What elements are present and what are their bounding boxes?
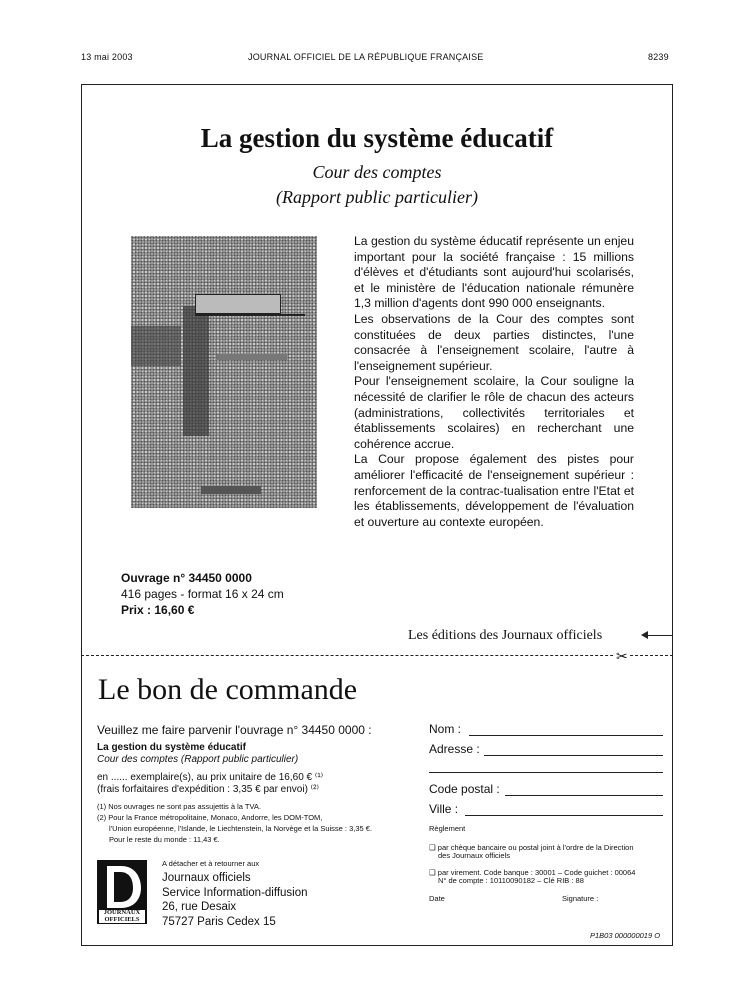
order-heading: Le bon de commande: [98, 673, 358, 706]
ouvrage-pages: 416 pages - format 16 x 24 cm: [121, 587, 284, 601]
description-paragraph: La Cour propose également des pistes pour améliorer l'efficacité de l'enseignement supérieur : renforcement de la contrac-tualisation entre l'Etat et les établissements, développement de l'évaluation et ouverture au contexte européen.: [354, 452, 634, 529]
description: [354, 234, 634, 530]
page-title: La gestion du système éducatif: [200, 123, 554, 153]
footnote-2-cont: l'Union européenne, l'Islande, le Liechtenstein, la Norvège et la Suisse : 3,35 €.: [109, 824, 373, 833]
scissors-icon: ✂: [616, 648, 628, 664]
order-book-title: La gestion du système éducatif: [97, 742, 246, 753]
order-intro: Veuillez me faire parvenir l'ouvrage n° 34450 0000 :: [97, 723, 372, 737]
arrow-line: [643, 635, 673, 636]
logo-text: JOURNAUX: [103, 909, 141, 916]
ouvrage-number: Ouvrage n° 34450 0000: [121, 571, 252, 585]
send-to-label: A détacher et à retourner aux: [162, 859, 260, 868]
adresse-label: Adresse :: [429, 742, 480, 756]
subtitle-2: (Rapport public particulier): [276, 187, 478, 207]
order-book-sub: Cour des comptes (Rapport public particulier): [97, 754, 299, 765]
footnote-2: (2) Pour la France métropolitaine, Monaco, Andorre, les DOM-TOM,: [97, 813, 323, 822]
footnote-2-world: Pour le reste du monde : 11,43 €.: [109, 835, 220, 844]
address-line: 26, rue Desaix: [162, 901, 237, 913]
ouvrage-price: Prix : 16,60 €: [121, 603, 195, 617]
signature-label: Signature :: [562, 894, 599, 903]
date-label: Date: [429, 894, 445, 903]
adresse-field-2[interactable]: [429, 772, 663, 773]
description-paragraph: La gestion du système éducatif représente un enjeu important pour la société française : 15 millions d'élèves et d'étudiants sont aujourd'hui scolarisés, et le ministère de l'éducation nationale rémunère 1,3 million d'agents dont 990 000 enseignants.: [354, 234, 634, 311]
book-cover-image: [131, 236, 317, 508]
ville-field[interactable]: [465, 815, 663, 816]
adresse-field[interactable]: [484, 755, 663, 756]
payment-virement-option[interactable]: [429, 869, 635, 885]
subtitle-1: Cour des comptes: [312, 162, 442, 182]
reglement-label: Règlement: [429, 824, 466, 833]
nom-label: Nom :: [429, 722, 462, 736]
ville-label: Ville :: [429, 802, 459, 816]
payment-text: N° de compte : 10110090182 – Clé RIB : 88: [438, 876, 584, 885]
header-date: 13 mai 2003: [81, 52, 133, 62]
editions-label: Les éditions des Journaux officiels: [408, 628, 603, 643]
address-line: 75727 Paris Cedex 15: [162, 915, 276, 928]
nom-field[interactable]: [469, 735, 663, 736]
payment-text: des Journaux officiels: [438, 851, 510, 860]
code-postal-field[interactable]: [505, 795, 663, 796]
header-page: 8239: [648, 52, 669, 62]
cut-line: [81, 655, 673, 656]
journaux-officiels-logo: [97, 860, 147, 924]
description-paragraph: Pour l'enseignement scolaire, la Cour souligne la nécessité de clarifier le rôle de chacun des acteurs (administrations, collectivités territoriales et établissements scolaires) en recherchant une cohérence accrue.: [354, 374, 634, 451]
description-paragraph: Les observations de la Cour des comptes sont constituées de deux parties distinctes, l'une consacrée à l'enseignement scolaire, l'autre à l'enseignement supérieur.: [354, 311, 634, 373]
payment-text: ❑ par virement. Code banque : 30001 – Code guichet : 00064: [429, 868, 636, 877]
address-block: [162, 871, 308, 929]
order-qty[interactable]: en ...... exemplaire(s), au prix unitaire de 16,60 € ⁽¹⁾: [97, 772, 324, 783]
address-line: Journaux officiels: [162, 872, 251, 884]
order-shipping: (frais forfaitaires d'expédition : 3,35 € par envoi) ⁽²⁾: [97, 784, 319, 795]
reference-code: P1B03 000000019 O: [590, 931, 661, 940]
ouvrage-info: [121, 570, 284, 618]
logo-text: OFFICIELS: [104, 915, 140, 923]
payment-text: ❑ par chèque bancaire ou postal joint à l'ordre de la Direction: [429, 843, 634, 852]
footnote-1: (1) Nos ouvrages ne sont pas assujettis à la TVA.: [97, 802, 261, 811]
payment-cheque-option[interactable]: [429, 844, 634, 860]
address-line: Service Information-diffusion: [162, 886, 308, 899]
header-journal: JOURNAL OFFICIEL DE LA RÉPUBLIQUE FRANÇAISE: [248, 52, 484, 62]
code-postal-label: Code postal :: [429, 782, 500, 796]
